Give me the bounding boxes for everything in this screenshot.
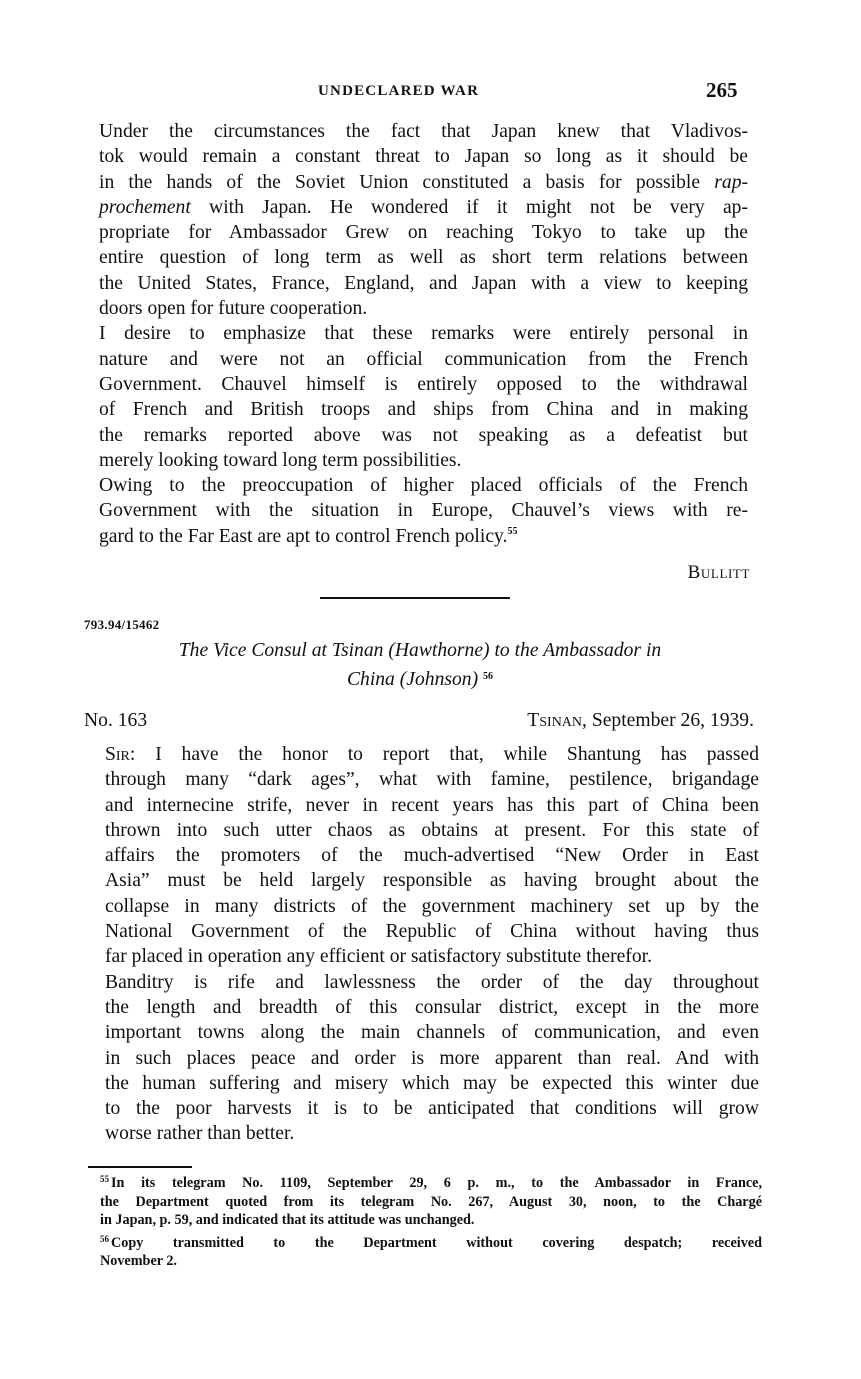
- text-line: propriate for Ambassador Grew on reaching Tokyo to take up the: [99, 222, 748, 244]
- despatch-number: No. 163: [84, 710, 148, 731]
- italic-term: prochement: [99, 196, 191, 218]
- text-line: worse rather than better.: [105, 1123, 295, 1145]
- title-line: The Vice Consul at Tsinan (Hawthorne) to the Ambassador in: [178, 640, 662, 661]
- paragraph: [84, 970, 759, 1147]
- text-line: [78, 195, 748, 220]
- text-line: [84, 742, 759, 767]
- text-line: Government. Chauvel himself is entirely opposed to the withdrawal: [99, 373, 748, 395]
- text-line: collapse in many districts of the government machinery set up by the: [105, 895, 759, 917]
- place-name: Tsinan: [527, 710, 583, 731]
- footnote-marker: 56: [100, 1233, 109, 1244]
- text-line: to the poor harvests it is to be anticipated that conditions will grow: [105, 1098, 759, 1120]
- text-line: and internecine strife, never in recent years has this part of China been: [105, 794, 759, 816]
- dateline: [84, 710, 754, 736]
- text-span: : I have the honor to report that, while Shantung has passed: [129, 744, 759, 765]
- text-line: far placed in operation any efficient or satisfactory substitute therefor.: [105, 946, 652, 968]
- text-line: tok would remain a constant threat to Japan so long as it should be: [99, 146, 748, 168]
- text-line: [78, 170, 748, 195]
- footnote-reference[interactable]: 56: [483, 671, 494, 682]
- footnote-text: Copy transmitted to the Department without covering despatch; received: [111, 1234, 762, 1251]
- text-line: doors open for future cooperation.: [99, 298, 368, 320]
- text-line: [78, 524, 748, 549]
- footnote-55: [88, 1170, 762, 1230]
- text-line: in such places peace and order is more apparent than real. And with: [105, 1047, 759, 1069]
- footnote-reference[interactable]: 55: [507, 525, 518, 537]
- footnote-divider: [88, 1166, 192, 1168]
- running-head-title: UNDECLARED WAR: [318, 83, 480, 99]
- paragraph: [78, 119, 748, 321]
- footnote-line: November 2.: [100, 1253, 177, 1269]
- text-line: Under the circumstances the fact that Japan knew that Vladivos-: [99, 121, 748, 142]
- footnote-line: in Japan, p. 59, and indicated that its attitude was unchanged.: [100, 1212, 475, 1228]
- text-line: the remarks reported above was not speaking as a defeatist but: [99, 424, 748, 446]
- text-line: important towns along the main channels of communication, and even: [105, 1022, 759, 1044]
- text-line: the human suffering and misery which may be expected this winter due: [105, 1072, 759, 1094]
- text-line: the length and breadth of this consular district, except in the more: [105, 996, 759, 1018]
- text-line: affairs the promoters of the much-advertised “New Order in East: [105, 845, 759, 867]
- text-line: Owing to the preoccupation of higher placed officials of the French: [99, 475, 748, 497]
- text-line: the United States, France, England, and Japan with a view to keeping: [99, 272, 748, 294]
- text-line: entire question of long term as well as short term relations between: [99, 247, 748, 269]
- italic-term: rap-: [714, 171, 749, 193]
- text-line: merely looking toward long term possibilities.: [99, 449, 462, 471]
- text-span: in the hands of the Soviet Union constituted a basis for possible: [99, 171, 701, 193]
- footnotes: [88, 1170, 762, 1271]
- title-line: [84, 664, 756, 693]
- footnote-marker: 55: [100, 1174, 109, 1184]
- date: , September 26, 1939.: [582, 710, 754, 731]
- file-number: 793.94/15462: [84, 617, 160, 632]
- text-line: through many “dark ages”, what with famine, pestilence, brigandage: [105, 769, 759, 791]
- paragraph: [78, 473, 748, 549]
- text-line: thrown into such utter chaos as obtains at present. For this state of: [105, 819, 759, 841]
- telegram-continuation: [78, 119, 748, 549]
- text-span: gard to the Far East are apt to control French policy.: [99, 525, 508, 547]
- title-text: China (Johnson): [346, 669, 479, 690]
- despatch-body: [84, 742, 759, 1147]
- signature: Bullitt: [687, 562, 750, 583]
- page-number: 265: [706, 78, 738, 102]
- footnote-text: In its telegram No. 1109, September 29, 6 p. m., to the Ambassador in France,: [111, 1175, 762, 1191]
- place-and-date: [527, 710, 754, 732]
- paragraph: [84, 742, 759, 970]
- text-line: Government with the situation in Europe, Chauvel’s views with re-: [99, 500, 748, 522]
- document-title: [84, 638, 756, 693]
- footnote-line: [88, 1230, 762, 1253]
- text-span: with Japan. He wondered if it might not be very ap-: [190, 196, 748, 218]
- text-line: nature and were not an official communication from the French: [99, 348, 748, 370]
- text-line: National Government of the Republic of China without having thus: [105, 921, 759, 943]
- text-line: Banditry is rife and lawlessness the order of the day throughout: [105, 971, 759, 993]
- text-line: of French and British troops and ships from China and in making: [99, 399, 748, 421]
- footnote-line: the Department quoted from its telegram No. 267, August 30, noon, to the Chargé: [100, 1193, 762, 1210]
- paragraph: [78, 321, 748, 473]
- footnote-56: [88, 1230, 762, 1271]
- salutation: Sir: [105, 744, 130, 765]
- text-line: Asia” must be held largely responsible as having brought about the: [105, 870, 759, 892]
- section-divider: [320, 597, 510, 599]
- running-head: [0, 78, 861, 102]
- text-line: I desire to emphasize that these remarks were entirely personal in: [99, 323, 748, 345]
- footnote-line: [88, 1170, 762, 1193]
